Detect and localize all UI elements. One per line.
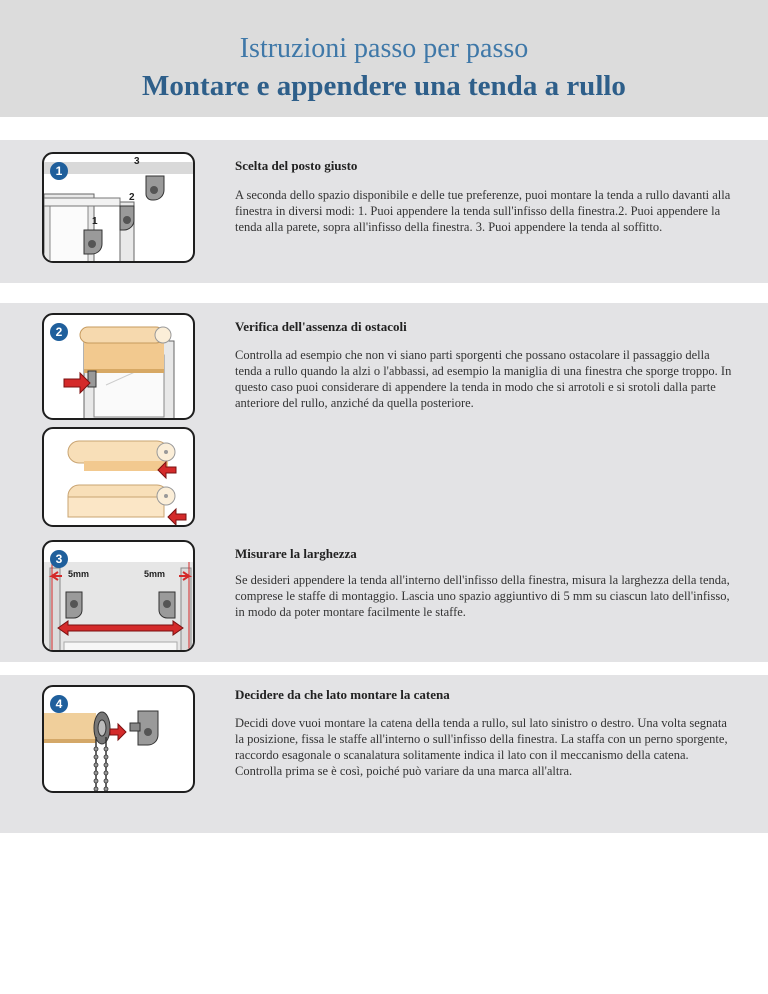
gap-label-left: 5mm xyxy=(68,569,90,579)
step-2-illustration-bottom xyxy=(42,427,195,527)
step-2-section xyxy=(0,303,768,530)
step-3-illustration xyxy=(42,540,195,652)
position-label-3: 3 xyxy=(134,156,140,167)
step-4-badge: 4 xyxy=(50,695,68,713)
page-subtitle: Istruzioni passo per passo xyxy=(239,33,529,64)
step-1-illustration xyxy=(42,152,195,263)
step-1-body: A seconda dello spazio disponibile e delle tue preferenze, puoi montare la tenda a rullo davanti alla finestra in diversi modi: 1. Puoi appendere la tenda sull'infisso della finestra.2. Puoi appendere la tenda alla parete, sopra all'infisso della finestra. 3. Puoi appendere la tenda al soffitto. xyxy=(235,188,731,234)
step-1-badge: 1 xyxy=(50,162,68,180)
step-4-title: Decidere da che lato montare la catena xyxy=(235,687,450,702)
step-3-badge: 3 xyxy=(50,550,68,568)
position-label-2: 2 xyxy=(129,192,135,203)
step-4-illustration xyxy=(42,685,195,793)
step-1-section xyxy=(0,140,768,283)
step-2-badge: 2 xyxy=(50,323,68,341)
position-label-1: 1 xyxy=(92,216,98,227)
step-3-body: Se desideri appendere la tenda all'interno dell'infisso della finestra, misura la larghezza della tenda, comprese le staffe di montaggio. Lascia uno spazio aggiuntivo di 5 mm su ciascun lato dell'infisso, in modo da poter montare facilmente le staffe. xyxy=(235,573,730,619)
step-2-body: Controlla ad esempio che non vi siano parti sporgenti che possano ostacolare il passaggio della tenda a rullo quando la alzi o l'abbassi, ad esempio la maniglia di una finestra che sporge troppo. In questo caso puoi considerare di appendere la tenda in modo che si arrotoli e si srotoli dalla parte anteriore del rullo, anziché da quella posteriore. xyxy=(235,348,732,410)
gap-label-right: 5mm xyxy=(144,569,166,579)
step-3-section xyxy=(0,530,768,662)
step-2-illustration-top xyxy=(42,313,195,420)
page-title: Montare e appendere una tenda a rullo xyxy=(142,70,626,102)
step-4-body: Decidi dove vuoi montare la catena della tenda a rullo, sul lato sinistro o destro. Una volta segnata la posizione, fissa le staffe all'interno o sull'infisso della finestra. La staffa con un perno sporgente, raccordo esagonale o scanalatura solitamente indica il lato con il meccanismo della catena. Controlla prima se è così, poiché può variare da una marca all'altra. xyxy=(235,716,728,778)
step-1-title: Scelta del posto giusto xyxy=(235,158,358,173)
step-2-title: Verifica dell'assenza di ostacoli xyxy=(235,319,407,334)
step-4-section xyxy=(0,675,768,833)
step-3-title: Misurare la larghezza xyxy=(235,546,357,561)
document-header xyxy=(0,0,768,117)
